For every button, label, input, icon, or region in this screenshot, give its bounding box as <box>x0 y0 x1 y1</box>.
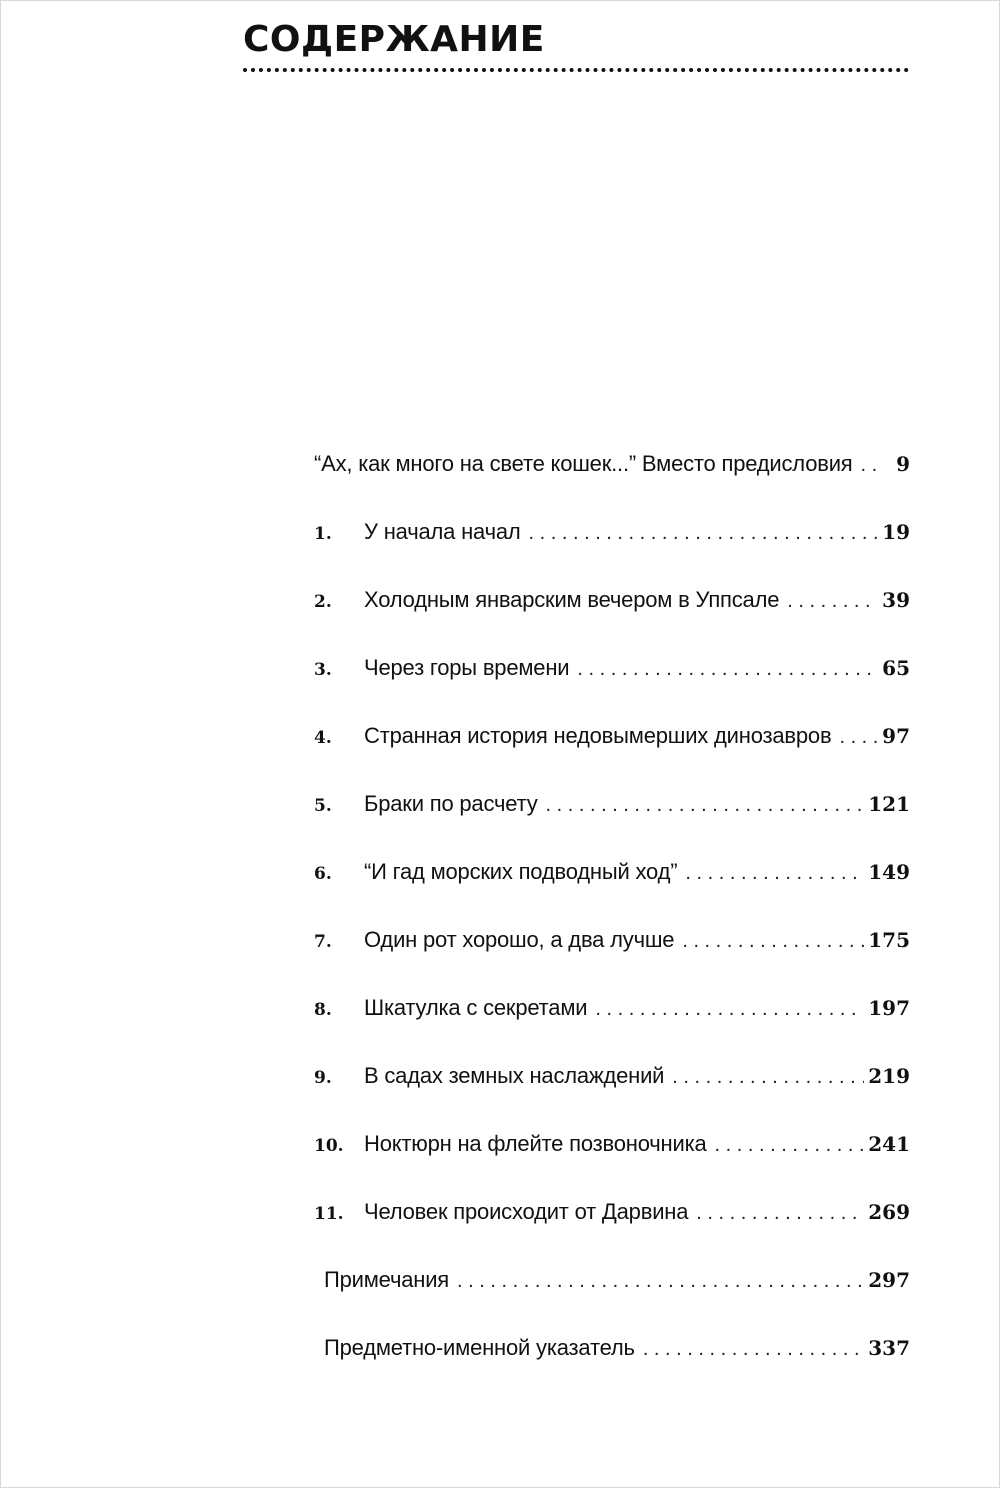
toc-entry-page: 197 <box>868 996 910 1020</box>
toc-entry-chapter-8[interactable] <box>314 986 910 1054</box>
toc-entry-number: 3. <box>314 660 332 680</box>
toc-entry-chapter-3[interactable] <box>314 646 910 714</box>
toc-entry-number: 5. <box>314 796 332 816</box>
toc-entry-chapter-6[interactable] <box>314 850 910 918</box>
toc-entry-page: 39 <box>882 588 910 612</box>
toc-entry-chapter-1[interactable] <box>314 510 910 578</box>
toc-dot-leader <box>685 851 864 895</box>
toc-entry-title: Холодным январским вечером в Уппсале <box>364 587 780 612</box>
toc-entry-title: Браки по расчету <box>364 791 538 816</box>
toc-dot-leader <box>643 1327 864 1371</box>
toc-entry-number: 8. <box>314 1000 332 1020</box>
toc-dot-leader <box>577 647 878 691</box>
toc-entry-chapter-11[interactable] <box>314 1190 910 1258</box>
toc-entry-page: 19 <box>882 520 910 544</box>
toc-entry-title: Странная история недовымерших динозавров <box>364 723 832 748</box>
toc-dot-leader <box>672 1055 864 1099</box>
toc-entry-chapter-10[interactable] <box>314 1122 910 1190</box>
toc-entry-title: Ноктюрн на флейте позвоночника <box>364 1131 707 1156</box>
toc-entry-page: 297 <box>868 1268 910 1292</box>
toc-entry-number: 11. <box>314 1204 344 1224</box>
toc-entry-index[interactable] <box>314 1326 910 1394</box>
toc-entry-chapter-5[interactable] <box>314 782 910 850</box>
toc-entry-chapter-7[interactable] <box>314 918 910 986</box>
toc-dot-leader <box>839 715 878 759</box>
toc-entry-title: Через горы времени <box>364 655 570 680</box>
toc-dot-leader <box>696 1191 864 1235</box>
toc-dot-leader <box>546 783 865 827</box>
toc-entry-page: 149 <box>868 860 910 884</box>
page-title: СОДЕРЖАНИЕ <box>243 19 545 60</box>
toc-entry-title: Примечания <box>324 1267 450 1292</box>
toc-entry-page: 65 <box>882 656 910 680</box>
toc-entry-page: 121 <box>868 792 910 816</box>
toc-dot-leader <box>715 1123 865 1167</box>
toc-entry-number: 7. <box>314 932 332 952</box>
toc-entry-title: “Ах, как много на свете кошек...” Вместо предисловия <box>314 451 853 476</box>
toc-dot-leader <box>457 1259 864 1303</box>
toc-dot-leader <box>682 919 864 963</box>
toc-entry-number: 9. <box>314 1068 332 1088</box>
toc-entry-chapter-4[interactable] <box>314 714 910 782</box>
toc-entry-title: Предметно-именной указатель <box>324 1335 635 1360</box>
toc-entry-title: Один рот хорошо, а два лучше <box>364 927 675 952</box>
title-dotted-rule <box>243 68 909 72</box>
toc-entry-page: 9 <box>896 452 910 476</box>
toc-entry-chapter-2[interactable] <box>314 578 910 646</box>
toc-entry-number: 2. <box>314 592 332 612</box>
toc-entry-page: 337 <box>868 1336 910 1360</box>
toc-entry-notes[interactable] <box>314 1258 910 1326</box>
toc-entry-chapter-9[interactable] <box>314 1054 910 1122</box>
toc-dot-leader <box>787 579 878 623</box>
toc-entry-number: 4. <box>314 728 332 748</box>
toc-entry-page: 241 <box>868 1132 910 1156</box>
toc-dot-leader <box>529 511 879 555</box>
toc-entry-preface[interactable] <box>314 442 910 510</box>
table-of-contents <box>314 442 910 1394</box>
toc-entry-page: 269 <box>868 1200 910 1224</box>
toc-entry-title: В садах земных наслаждений <box>364 1063 665 1088</box>
toc-entry-page: 175 <box>868 928 910 952</box>
toc-entry-number: 1. <box>314 524 332 544</box>
toc-entry-title: У начала начал <box>364 519 521 544</box>
toc-entry-page: 219 <box>868 1064 910 1088</box>
toc-entry-title: Человек происходит от Дарвина <box>364 1199 689 1224</box>
toc-entry-title: Шкатулка с секретами <box>364 995 588 1020</box>
toc-entry-number: 6. <box>314 864 332 884</box>
toc-dot-leader <box>861 443 882 487</box>
toc-entry-number: 10. <box>314 1136 344 1156</box>
toc-entry-title: “И гад морских подводный ход” <box>364 859 678 884</box>
toc-entry-page: 97 <box>882 724 910 748</box>
toc-dot-leader <box>595 987 864 1031</box>
